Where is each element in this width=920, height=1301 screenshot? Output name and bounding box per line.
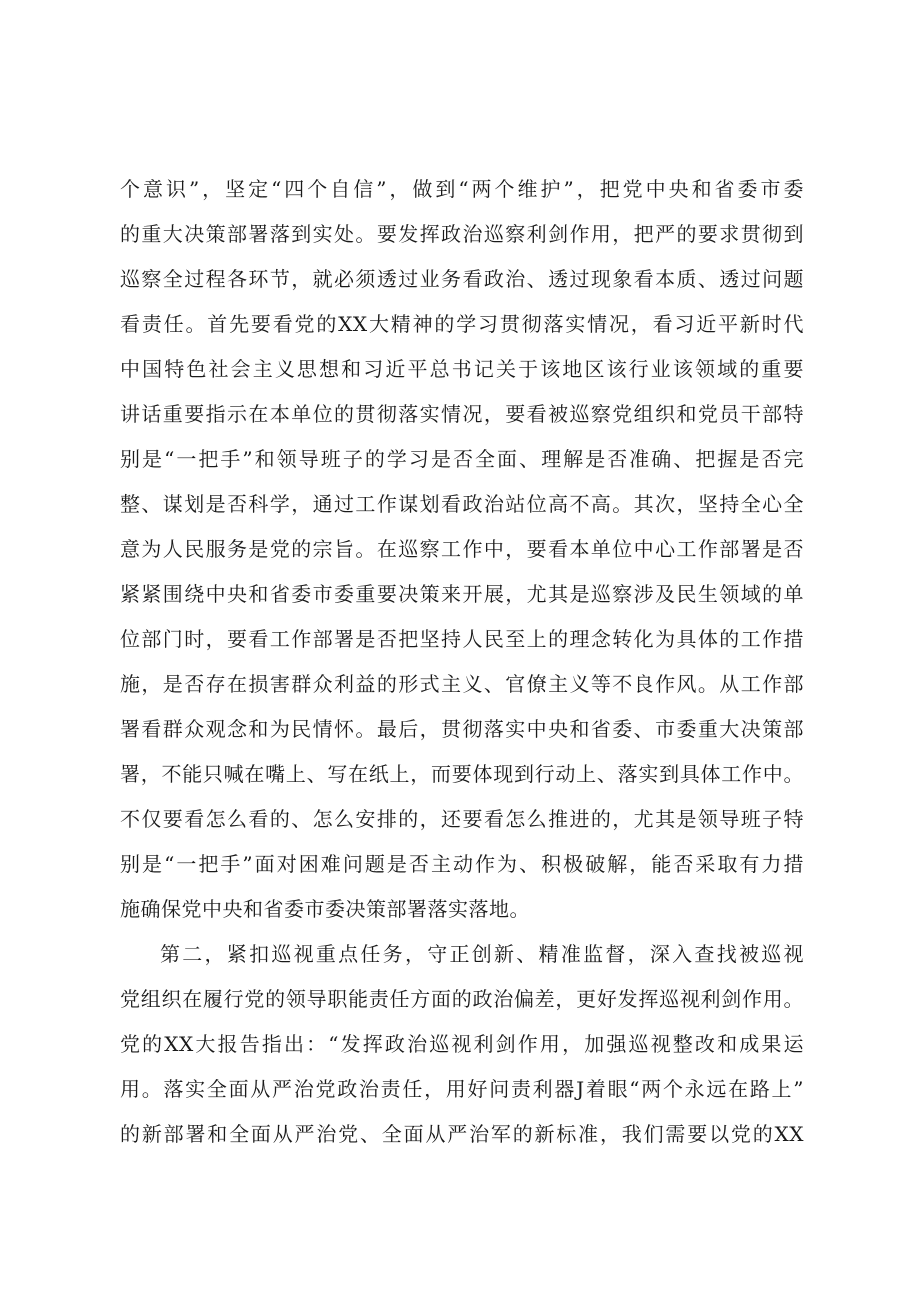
paragraph-line: 的重大决策部署落到实处。要发挥政治巡察利剑作用，把严的要求贯彻到 — [120, 222, 804, 246]
paragraph-line: 党组织在履行党的领导职能责任方面的政治偏差，更好发挥巡视利剑作用。 — [120, 987, 804, 1011]
paragraph-line: 个意识”，坚定“四个自信”，做到“两个维护”，把党中央和省委市委 — [120, 177, 804, 201]
paragraph-line: 署看群众观念和为民情怀。最后，贯彻落实中央和省委、市委重大决策部 — [120, 717, 804, 741]
paragraph-line: 别是“一把手”和领导班子的学习是否全面、理解是否准确、把握是否完 — [120, 447, 804, 471]
paragraph-line: 紧紧围绕中央和省委市委重要决策来开展，尤其是巡察涉及民生领域的单 — [120, 582, 804, 606]
paragraph-line: 用。落实全面从严治党政治责任，用好问责利器J着眼“两个永远在路上” — [120, 1077, 804, 1101]
paragraph-line: 施，是否存在损害群众利益的形式主义、官僚主义等不良作风。从工作部 — [120, 672, 804, 696]
paragraph-line: 巡察全过程各环节，就必须透过业务看政治、透过现象看本质、透过问题 — [120, 267, 804, 291]
paragraph-line: 党的XX大报告指出：“发挥政治巡视利剑作用，加强巡视整改和成果运 — [120, 1032, 804, 1056]
paragraph-line: 位部门时，要看工作部署是否把坚持人民至上的理念转化为具体的工作措 — [120, 627, 804, 651]
paragraph-line: 施确保党中央和省委市委决策部署落实落地。 — [120, 897, 530, 921]
paragraph-line: 意为人民服务是党的宗旨。在巡察工作中，要看本单位中心工作部署是否 — [120, 537, 804, 561]
paragraph-line: 别是“一把手”面对困难问题是否主动作为、积极破解，能否采取有力措 — [120, 852, 804, 876]
paragraph-line: 署，不能只喊在嘴上、写在纸上，而要体现到行动上、落实到具体工作中。 — [120, 762, 804, 786]
paragraph-line: 中国特色社会主义思想和习近平总书记关于该地区该行业该领域的重要 — [120, 357, 804, 381]
paragraph-line: 不仅要看怎么看的、怎么安排的，还要看怎么推进的，尤其是领导班子特 — [120, 807, 804, 831]
paragraph-line: 看责任。首先要看党的XX大精神的学习贯彻落实情况，看习近平新时代 — [120, 312, 804, 336]
paragraph-line: 整、谋划是否科学，通过工作谋划看政治站位高不高。其次，坚持全心全 — [120, 492, 804, 516]
paragraph-line: 第二，紧扣巡视重点任务，守正创新、精准监督，深入查找被巡视 — [160, 942, 804, 966]
paragraph-line: 的新部署和全面从严治党、全面从严治军的新标准，我们需要以党的XX — [120, 1122, 804, 1146]
paragraph-line: 讲话重要指示在本单位的贯彻落实情况，要看被巡察党组织和党员干部特 — [120, 402, 804, 426]
